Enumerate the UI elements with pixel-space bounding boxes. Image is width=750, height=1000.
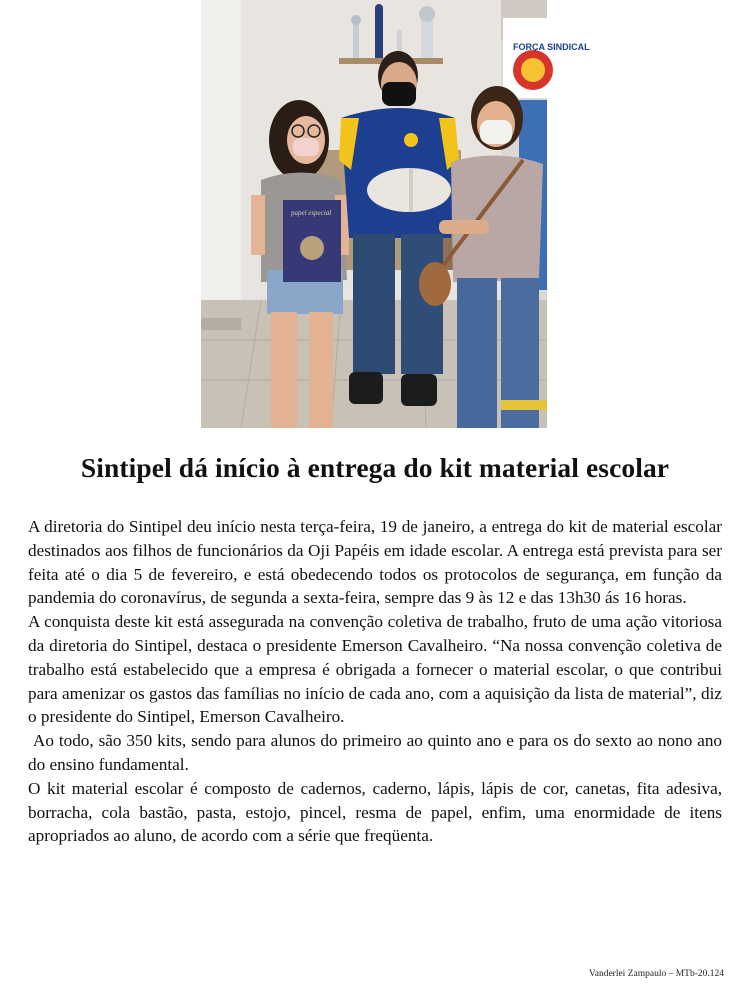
article-paragraph-3: Ao todo, são 350 kits, sendo para alunos do primeiro ao quinto ano e para os do sexto ao nono ano do ensino fundamental. xyxy=(28,731,727,774)
banner-text: FORÇA SINDICAL xyxy=(513,42,590,52)
article-paragraph-4: O kit material escolar é composto de cadernos, caderno, lápis, lápis de cor, canetas, fita adesiva, borracha, cola bastão, pasta, estojo, pincel, resma de papel, enfim, uma enormidade de itens apropriados ao aluno, de acordo com a série que freqüenta. xyxy=(28,778,722,846)
article-paragraph-2: A conquista deste kit está assegurada na convenção coletiva de trabalho, fruto de uma ação vitoriosa da diretoria do Sintipel, destaca o presidente Emerson Cavalheiro. “Na nossa convenção coletiva de trabalho está estabelecido que a empresa é obrigada a fornecer o material escolar, o que contribui para amenizar os gastos das famílias no início de cada ano, com a aquisição da lista de material”, diz o presidente do Sintipel, Emerson Cavalheiro. xyxy=(28,612,722,727)
book-title: papel especial xyxy=(291,209,332,217)
news-photo xyxy=(201,0,590,428)
article-body xyxy=(28,515,727,848)
article-paragraph-1: A diretoria do Sintipel deu início nesta terça-feira, 19 de janeiro, a entrega do kit de material escolar destinados aos filhos de funcionários da Oji Papéis em idade escolar. A entrega está prevista para ser feita até o dia 5 de fevereiro, e está obedecendo todos os protocolos de segurança, em função da pandemia do coronavírus, de segunda a sexta-feira, sempre das 9 às 12 e das 13h30 ás 16 horas. xyxy=(28,517,722,608)
author-credit: Vanderlei Zampaulo – MTb-20.124 xyxy=(588,969,724,979)
article-headline: Sintipel dá início à entrega do kit material escolar xyxy=(80,452,670,483)
